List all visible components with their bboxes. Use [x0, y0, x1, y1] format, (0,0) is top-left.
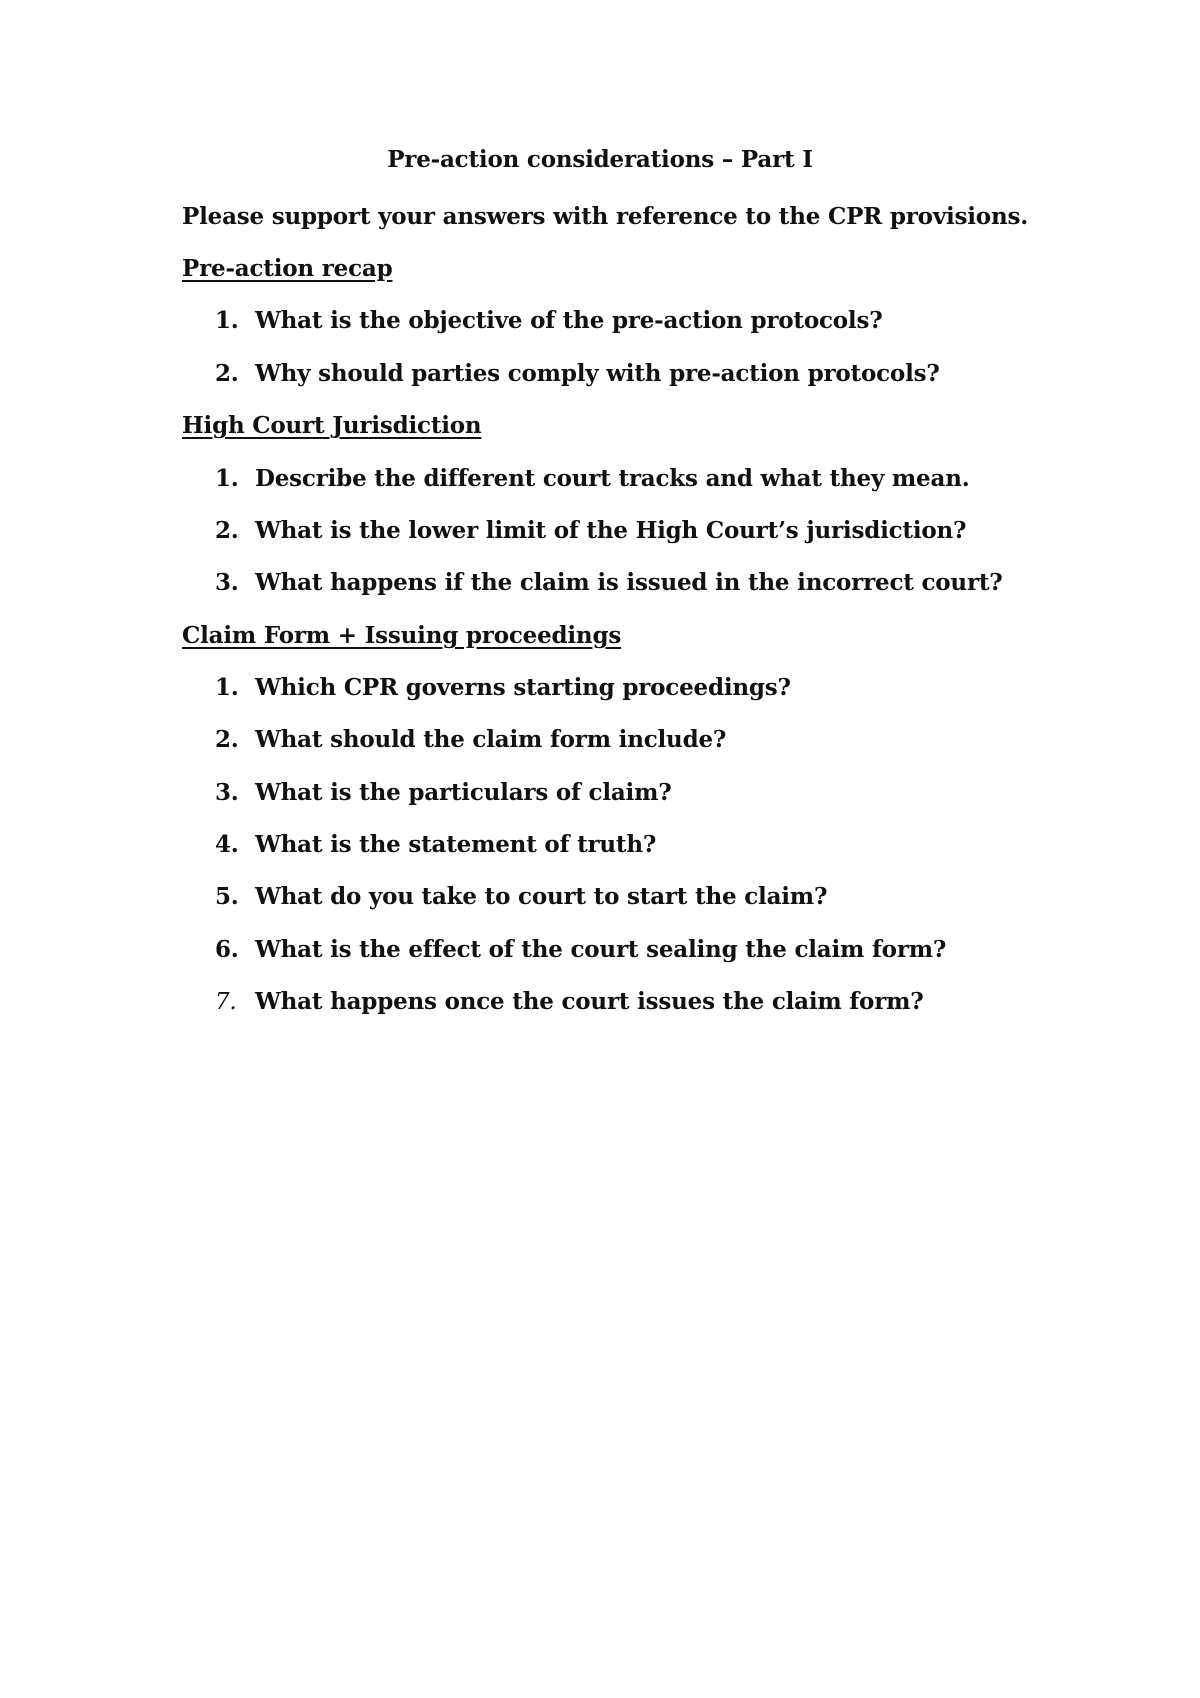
list-item — [215, 513, 966, 549]
question-number: 1. — [215, 674, 239, 701]
question-text: What is the statement of truth? — [255, 831, 657, 858]
list-item — [215, 356, 940, 392]
question-number: 4. — [215, 831, 239, 858]
question-number: 2. — [215, 726, 239, 753]
question-text: What is the objective of the pre-action protocols? — [255, 307, 883, 334]
list-item — [215, 670, 791, 706]
list-item — [215, 775, 672, 811]
question-number: 1. — [215, 465, 239, 492]
instruction-text: Please support your answers with reference to the CPR provisions. — [182, 203, 1029, 230]
list-item — [215, 303, 882, 339]
question-text: What happens once the court issues the claim form? — [255, 988, 924, 1015]
question-text: Why should parties comply with pre-action protocols? — [255, 360, 940, 387]
question-text: What is the lower limit of the High Court’s jurisdiction? — [255, 517, 967, 544]
section-heading-pre-action-recap: Pre-action recap — [182, 255, 393, 282]
question-number: 7. — [215, 989, 237, 1015]
section-heading-high-court-jurisdiction: High Court Jurisdiction — [182, 412, 482, 439]
list-item — [215, 461, 970, 497]
page-title: Pre-action considerations – Part I — [387, 146, 813, 173]
list-item — [215, 879, 827, 915]
question-number: 3. — [215, 779, 239, 806]
question-text: What is the particulars of claim? — [255, 779, 672, 806]
question-text: What happens if the claim is issued in the incorrect court? — [255, 569, 1003, 596]
question-text: Which CPR governs starting proceedings? — [255, 674, 791, 701]
question-number: 1. — [215, 307, 239, 334]
question-number: 5. — [215, 883, 239, 910]
question-number: 2. — [215, 517, 239, 544]
section-heading-claim-form: Claim Form + Issuing proceedings — [182, 622, 622, 649]
question-number: 6. — [215, 936, 239, 963]
question-text: What do you take to court to start the claim? — [255, 883, 828, 910]
question-number: 2. — [215, 360, 239, 387]
list-item — [215, 565, 1003, 601]
question-text: What is the effect of the court sealing the claim form? — [255, 936, 947, 963]
list-item — [215, 932, 946, 968]
question-text: What should the claim form include? — [255, 726, 727, 753]
question-text: Describe the different court tracks and what they mean. — [255, 465, 970, 492]
question-number: 3. — [215, 569, 239, 596]
list-item — [215, 984, 924, 1020]
list-item — [215, 722, 726, 758]
list-item — [215, 827, 656, 863]
